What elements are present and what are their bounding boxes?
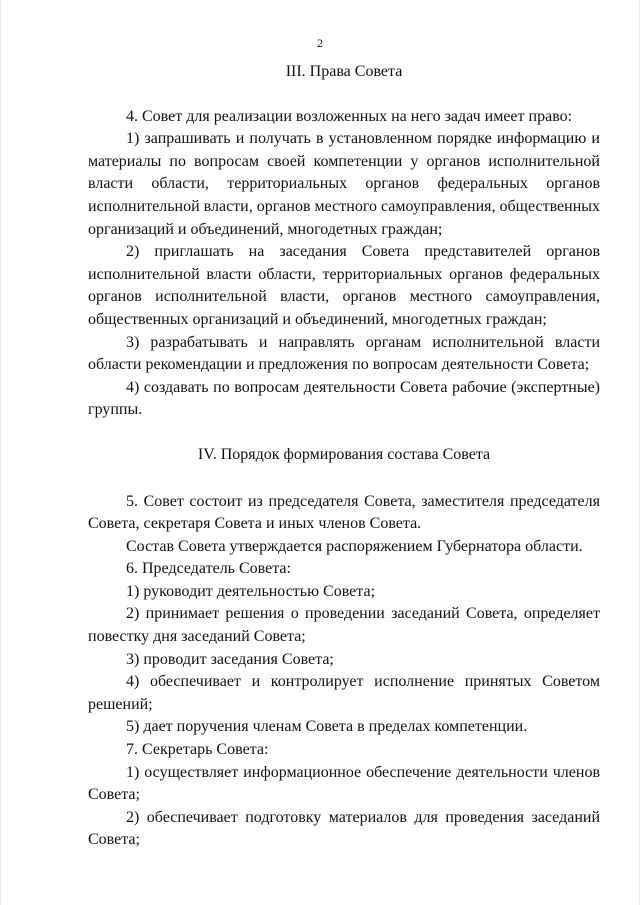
page-number: 2 [317,36,323,50]
section-heading-composition: IV. Порядок формирования состава Совета [197,445,491,463]
paragraph: 4. Совет для реализации возложенных на него задач имеет право: [126,107,573,125]
document-body [88,61,600,852]
paragraph: 2) принимает решения о проведении заседаний Совета, определяет повестку дня заседаний Совета; [88,605,600,646]
paragraph: 5) дает поручения членам Совета в пределах компетенции. [126,718,528,736]
paragraph: 4) создавать по вопросам деятельности Совета рабочие (экспертные) группы. [88,378,600,419]
paragraph: 5. Совет состоит из председателя Совета, заместителя председателя Совета, секретаря Совета и иных членов Совета. [88,492,600,533]
paragraph: 1) запрашивать и получать в установленном порядке информацию и материалы по вопросам своей компетенции у органов исполнительной власти области, территориальных органов федеральных органов исполнительной власти, органов местного самоуправления, общественных организаций и объединений, многодетных граждан; [88,130,600,238]
section-composition [88,491,600,853]
paragraph: 4) обеспечивает и контролирует исполнение принятых Советом решений; [88,673,600,713]
paragraph: 1) осуществляет информационное обеспечение деятельности членов Совета; [88,763,600,804]
paragraph: 2) приглашать на заседания Совета представителей органов исполнительной власти области, территориальных органов федеральных органов исполнительной власти, органов местного самоуправления, общественных организаций и объединений, многодетных граждан; [88,243,600,328]
paragraph: 1) руководит деятельностью Совета; [126,582,376,600]
paragraph: 3) разрабатывать и направлять органам исполнительной власти области рекомендации и предложения по вопросам деятельности Совета; [88,333,600,374]
section-heading-rights: III. Права Совета [285,63,403,80]
paragraph: Состав Совета утверждается распоряжением Губернатора области. [126,537,583,555]
paragraph: 7. Секретарь Совета: [126,741,269,759]
paragraph: 2) обеспечивает подготовку материалов для проведения заседаний Совета; [88,808,600,849]
scan-edge-left [0,0,1,905]
paragraph: 6. Председатель Совета: [126,560,291,578]
paragraph: 3) проводит заседания Совета; [126,650,334,668]
section-rights [88,106,600,422]
